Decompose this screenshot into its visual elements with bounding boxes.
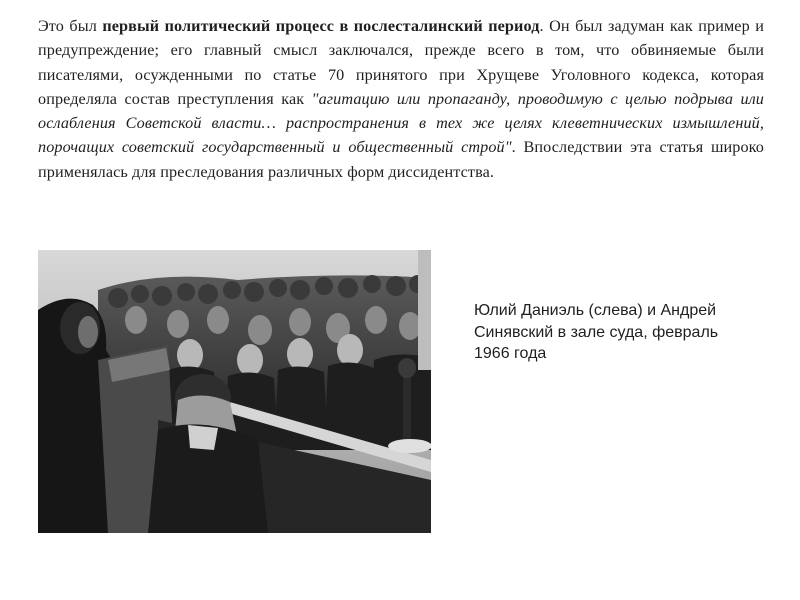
paragraph-closing: Впоследствии эта статья широко применялась для преследования различных форм диссидентства.: [38, 138, 765, 181]
paragraph-intro: Это был: [38, 17, 103, 35]
caption-line-2: Синявский в зале суда, февраль: [474, 323, 719, 341]
photo-caption: [474, 300, 774, 365]
paragraph-quote: "агитацию или пропаганду, проводимую с целью подрыва или ослабления Советской власти… распространения в тех же целях клеветнических измышлений, порочащих советский государственный и общественный строй": [38, 89, 764, 157]
courtroom-photo: [38, 250, 431, 533]
caption-line-1: Юлий Даниэль (слева) и Андрей: [474, 302, 717, 319]
paragraph-period: .: [511, 138, 516, 157]
paragraph-body: . Он был задуман как пример и предупреждение; его главный смысл заключался, прежде всего в том, что обвиняемые были писателями, осужденными по статье 70 принятого при Хрущеве Уголовного кодекса, которая определяла состав преступления как: [38, 17, 764, 108]
paragraph-bold-phrase: первый политический процесс в послесталинский период: [102, 17, 540, 35]
main-paragraph: [38, 14, 764, 184]
caption-line-3: 1966 года: [474, 345, 547, 362]
